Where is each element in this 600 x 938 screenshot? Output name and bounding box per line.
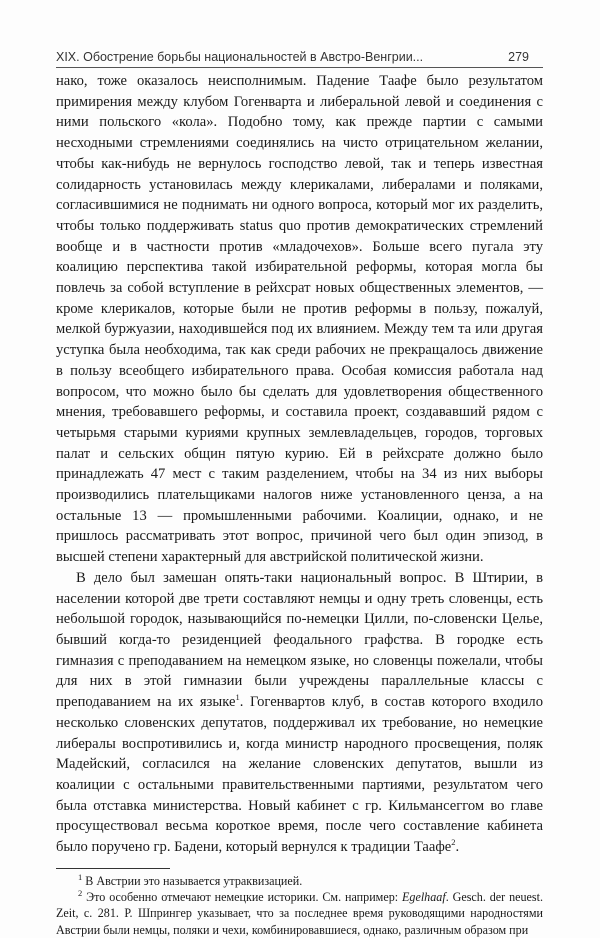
footnotes [56, 873, 543, 938]
footnote-ref-1: 1 [235, 692, 240, 703]
paragraph-2-part-b: . Гогенвартов клуб, в состав которого входило несколько словенских депутатов, поддерживал их требование, но немецкие либералы воспротивились и, когда министр народного просвещения, поляк Мадейский, согласился на желание словенских депутатов, вышли из коалиции с остальными правительственными партиями, результатом чего была отставка министерства. Новый кабинет с гр. Кильмансеггом во главе просуществовал весьма короткое время, после чего составление кабинета было поручено гр. Бадени, который вернулся к традиции Таафе [56, 694, 543, 856]
footnote-2-author: Egelhaaf [402, 890, 446, 905]
chapter-title: XIX. Обострение борьбы национальностей в Австро-Венгрии... [56, 50, 424, 64]
footnote-2-mark: 2 [78, 887, 83, 898]
footnote-1-mark: 1 [78, 871, 83, 882]
paragraph-2 [56, 568, 543, 858]
running-head [56, 50, 543, 68]
footnote-ref-2: 2 [451, 837, 456, 848]
page-number: 279 [508, 50, 529, 64]
footnote-2-text-b: . Gesch. der neuest. Zeit, с. 281. Р. Шпрингер указывает, что за последнее время руководящими народностями Австрии были немцы, поляки и чехи, комбинировавшиеся, однако, различным образом при [56, 890, 544, 937]
footnote-2 [56, 889, 543, 938]
footnote-1 [56, 873, 543, 889]
footnote-1-text: В Австрии это называется утраквизацией. [85, 873, 303, 888]
footnote-divider [56, 868, 170, 869]
footnote-2-text-a: Это особенно отмечают немецкие историки. См. например: [86, 890, 403, 905]
paragraph-2-part-c: . [455, 839, 460, 856]
book-page [56, 50, 543, 938]
paragraph-2-part-a: В дело был замешан опять-таки национальный вопрос. В Штирии, в населении которой две трети составляют немцы и одну треть словенцы, есть небольшой городок, называющийся по-немецки Цилли, по-словенски Целье, бывший когда-то резиденцией феодального графства. В городке есть гимназия с преподаванием на немецком языке, но словенцы пожелали, чтобы для них в этой гимназии были учреждены параллельные классы с преподаванием на их языке [56, 569, 543, 711]
paragraph-1: нако, тоже оказалось неисполнимым. Падение Таафе было результатом примирения между клубом Гогенварта и либеральной левой и соединения с ними польского «кола». Подобно тому, как прежде партии с самыми несходными стремлениями соединялись на чисто отрицательном желании, чтобы как-нибудь не вернулось господство левой, так и теперь известная солидарность установилась между клерикалами, либералами и поляками, согласившимися не поднимать ни одного вопроса, который мог их разделить, чтобы только поддерживать status quo против демократических стремлений вообще и в частности против «младочехов». Больше всего пугала эту коалицию перспектива такой избирательной реформы, которая могла бы повлечь за собой вступление в рейхсрат новых общественных элементов, — кроме клерикалов, которые были не против реформы в пользу, пожалуй, мелкой буржуазии, находившейся под их влиянием. Между тем та или другая уступка была необходима, так как среди рабочих не прекращалось движение в пользу всеобщего избирательного права. Особая комиссия работала над вопросом, что можно было бы сделать для удовлетворения общественного мнения, требовавшего реформы, и составила проект, создававший рядом с четырьмя старыми куриями крупных землевладельцев, городов, торговых палат и сельских общин пятую курию. Ей в рейхсрате должно было принадлежать 47 мест с таким разделением, чтобы на 34 из них выборы производились плательщиками налогов ниже установленного ценза, а на остальные 13 — промышленными рабочими. Коалиции, однако, и не пришлось рассматривать этот вопрос, причиной чего был один эпизод, в высшей степени характерный для австрийской политической жизни. [56, 73, 543, 566]
main-text [56, 71, 543, 858]
